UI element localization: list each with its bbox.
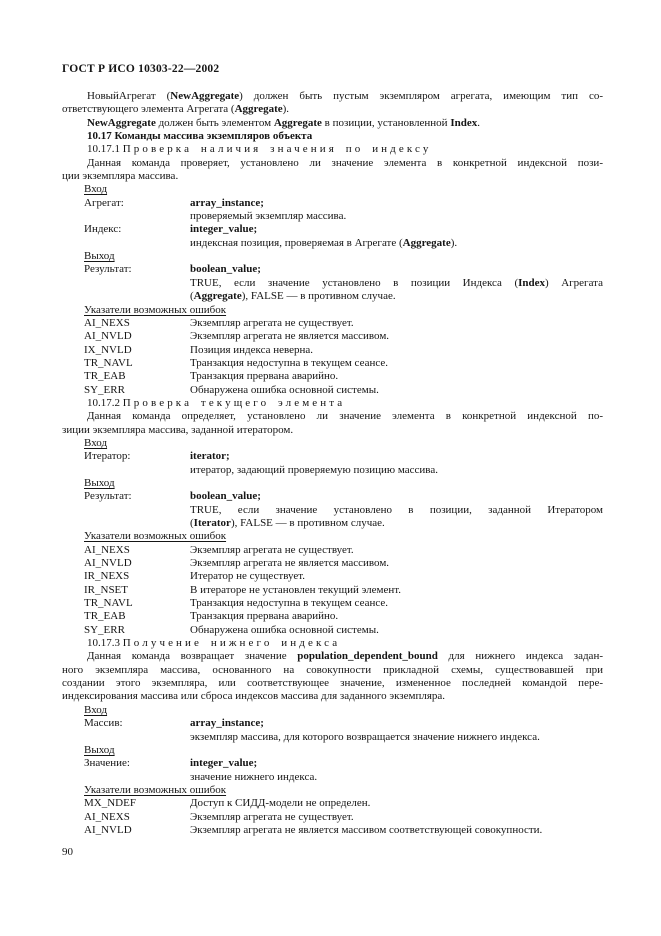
text-run: НовыйАгрегат (: [87, 90, 171, 102]
text-line: [190, 210, 603, 223]
definition-row: [62, 824, 603, 837]
text-line: [190, 584, 603, 597]
definition-row: [62, 570, 603, 583]
text-run: Доступ к СИДД-модели не определен.: [190, 797, 371, 810]
definition-cell: [190, 330, 603, 343]
text-run: Данная команда проверяет, установлено ли значение элемента в конкретной индексной пози-: [87, 156, 603, 169]
bold-text-run: Aggregate: [273, 116, 322, 129]
text-run: Экземпляр агрегата не существует.: [190, 316, 354, 329]
text-line: [190, 624, 603, 637]
text-line: [62, 664, 603, 677]
bold-text-run: Aggregate: [234, 103, 283, 116]
paragraph: [62, 90, 603, 117]
text-line: [190, 490, 603, 503]
text-run: Обнаружена ошибка основной системы.: [190, 623, 379, 636]
definition-row: [62, 197, 603, 224]
bold-text-run: NewAggregate: [170, 90, 240, 102]
subsection-number: 10.17.1: [87, 143, 120, 156]
text-line: [190, 344, 603, 357]
term-cell: Результат:: [84, 263, 132, 276]
text-line: [190, 824, 603, 837]
text-run: ) Агрегата: [545, 276, 603, 289]
bold-text-run: array_instance;: [190, 196, 264, 209]
underlined-label: Выход: [84, 743, 115, 756]
text-run: в позиции, установленной: [321, 116, 451, 129]
bold-text-run: iterator;: [190, 450, 230, 463]
definition-cell: [190, 717, 603, 744]
underlined-label: Вход: [84, 436, 108, 449]
text-run: проверяемый экземпляр массива.: [190, 210, 347, 223]
definition-row: [62, 263, 603, 303]
definition-row: [62, 357, 603, 370]
term-cell: TR_NAVL: [84, 356, 133, 369]
bold-text-run: integer_value;: [190, 223, 258, 236]
text-line: [190, 464, 603, 477]
bold-text-run: integer_value;: [190, 757, 258, 770]
text-run: Транзакция прервана аварийно.: [190, 610, 339, 623]
text-line: [62, 103, 603, 116]
term-cell: AI_NEXS: [84, 810, 130, 823]
text-run: ), FALSE — в противном случае.: [241, 290, 396, 303]
text-line: [190, 731, 603, 744]
text-run: создании этого экземпляра, или соответствующее значение, измененное последней командой пере-: [62, 677, 603, 690]
term-cell: IX_NVLD: [84, 343, 132, 356]
bold-text-run: array_instance;: [190, 717, 264, 730]
text-run: итератор, задающий проверяемую позицию массива.: [190, 463, 438, 476]
text-run: для нижнего индекса задан-: [437, 650, 603, 663]
text-run: (: [190, 517, 194, 529]
definition-cell: [190, 263, 603, 303]
definition-cell: [190, 384, 603, 397]
text-run: Данная команда определяет, установлено ли значение элемента в конкретной индексной по-: [87, 410, 603, 423]
paragraph: [62, 410, 603, 437]
text-line: [62, 410, 603, 423]
definition-row: [62, 624, 603, 637]
text-line: [190, 717, 603, 730]
term-cell: Массив:: [84, 717, 123, 730]
field-label: [62, 530, 603, 543]
definition-cell: [190, 370, 603, 383]
definition-row: [62, 597, 603, 610]
text-line: [190, 384, 603, 397]
text-run: (: [190, 290, 194, 303]
text-run: ) должен быть пустым экземпляром агрегата, имеющим тип со-: [239, 90, 603, 102]
text-line: [190, 757, 603, 770]
definition-cell: [190, 824, 603, 837]
underlined-label: Указатели возможных ошибок: [84, 530, 227, 543]
text-line: [62, 690, 603, 703]
text-run: должен быть элементом: [155, 116, 274, 129]
definition-cell: [190, 757, 603, 784]
definition-row: [62, 490, 603, 530]
text-run: Экземпляр агрегата не является массивом соответствующей совокупности.: [190, 823, 543, 836]
subsection-title: Получение нижнего индекса: [122, 637, 341, 650]
subsection-number: 10.17.2: [87, 396, 120, 409]
definition-cell: [190, 317, 603, 330]
field-label: [62, 477, 603, 490]
bold-text-run: Index: [518, 276, 546, 289]
definition-cell: [190, 797, 603, 810]
field-label: [62, 744, 603, 757]
text-line: [190, 610, 603, 623]
bold-text-run: population_dependent_bound: [297, 650, 438, 663]
text-run: Экземпляр агрегата не является массивом.: [190, 330, 390, 343]
definition-row: [62, 610, 603, 623]
text-run: ).: [282, 103, 290, 116]
subsection-heading: [62, 143, 603, 156]
bold-text-run: Iterator: [193, 517, 231, 529]
text-line: [62, 170, 603, 183]
text-line: [190, 277, 603, 290]
definition-cell: [190, 344, 603, 357]
text-line: [190, 797, 603, 810]
text-run: TRUE, если значение установлено в позиции, заданной Итератором: [190, 503, 603, 516]
definition-row: [62, 317, 603, 330]
underlined-label: Указатели возможных ошибок: [84, 783, 227, 796]
subsection-title: Проверка наличия значения по индексу: [122, 143, 432, 156]
definition-row: [62, 811, 603, 824]
term-cell: TR_EAB: [84, 610, 126, 623]
definition-cell: [190, 357, 603, 370]
text-run: ), FALSE — в противном случае.: [230, 517, 385, 529]
text-run: Позиция индекса неверна.: [190, 343, 314, 356]
bold-text-run: boolean_value;: [190, 490, 261, 503]
term-cell: TR_NAVL: [84, 597, 133, 610]
bold-text-run: boolean_value;: [190, 263, 261, 276]
text-line: [190, 357, 603, 370]
term-cell: AI_NVLD: [84, 823, 132, 836]
term-cell: Агрегат:: [84, 196, 124, 209]
bold-text-run: NewAggregate: [87, 116, 156, 129]
definition-cell: [190, 811, 603, 824]
text-run: экземпляр массива, для которого возвращается значение нижнего индекса.: [190, 730, 540, 743]
text-run: значение нижнего индекса.: [190, 770, 318, 783]
term-cell: AI_NVLD: [84, 330, 132, 343]
term-cell: Результат:: [84, 490, 132, 503]
underlined-label: Вход: [84, 703, 108, 716]
term-cell: MX_NDEF: [84, 797, 136, 810]
text-line: [190, 263, 603, 276]
page-header: ГОСТ Р ИСО 10303-22—2002: [62, 63, 220, 75]
term-cell: SY_ERR: [84, 383, 125, 396]
text-line: [190, 771, 603, 784]
definition-row: [62, 330, 603, 343]
text-line: [190, 370, 603, 383]
text-line: [190, 197, 603, 210]
text-line: [190, 557, 603, 570]
text-run: TRUE, если значение установлено в позиции Индекса (: [190, 276, 519, 289]
definition-row: [62, 223, 603, 250]
term-cell: AI_NEXS: [84, 316, 130, 329]
field-label: [62, 704, 603, 717]
definition-cell: [190, 490, 603, 530]
paragraph: [62, 157, 603, 184]
text-run: индексная позиция, проверяемая в Агрегате (: [190, 236, 403, 249]
text-run: Экземпляр агрегата не является массивом.: [190, 557, 390, 570]
field-label: [62, 437, 603, 450]
text-line: [190, 544, 603, 557]
underlined-label: Указатели возможных ошибок: [84, 303, 227, 316]
definition-row: [62, 584, 603, 597]
field-label: [62, 250, 603, 263]
text-line: [62, 90, 603, 103]
definition-row: [62, 757, 603, 784]
term-cell: SY_ERR: [84, 623, 125, 636]
term-cell: Индекс:: [84, 223, 122, 236]
text-run: ответствующего элемента Агрегата (: [62, 103, 235, 116]
text-line: [190, 317, 603, 330]
text-line: [190, 504, 603, 517]
definition-row: [62, 797, 603, 810]
definition-cell: [190, 610, 603, 623]
definition-cell: [190, 544, 603, 557]
text-line: [190, 237, 603, 250]
paragraph: [62, 117, 603, 130]
definition-row: [62, 450, 603, 477]
text-line: [62, 117, 603, 130]
definition-cell: [190, 584, 603, 597]
definition-row: [62, 344, 603, 357]
field-label: [62, 304, 603, 317]
term-cell: IR_NEXS: [84, 570, 130, 583]
document-body: [62, 90, 603, 837]
subsection-number: 10.17.3: [87, 637, 120, 650]
text-line: [190, 517, 603, 530]
text-run: ного экземпляра массива, основанного на совокупности прикладной схемы, существовавшей при: [62, 663, 603, 676]
text-run: Экземпляр агрегата не существует.: [190, 543, 354, 556]
page-number: 90: [62, 846, 73, 858]
paragraph: [62, 650, 603, 703]
term-cell: Значение:: [84, 757, 130, 770]
subsection-title: Проверка текущего элемента: [122, 396, 346, 409]
definition-cell: [190, 570, 603, 583]
text-run: В итераторе не установлен текущий элемент.: [190, 583, 401, 596]
definition-row: [62, 370, 603, 383]
definition-cell: [190, 597, 603, 610]
text-line: [62, 157, 603, 170]
term-cell: Итератор:: [84, 450, 131, 463]
text-line: [190, 811, 603, 824]
text-line: [62, 424, 603, 437]
term-cell: TR_EAB: [84, 370, 126, 383]
field-label: [62, 784, 603, 797]
text-line: [190, 450, 603, 463]
bold-text-run: Aggregate: [193, 290, 242, 303]
definition-cell: [190, 223, 603, 250]
definition-row: [62, 384, 603, 397]
text-line: [190, 290, 603, 303]
text-line: [62, 677, 603, 690]
text-run: зиции экземпляра массива, заданной итератором.: [62, 423, 294, 436]
text-line: [190, 597, 603, 610]
text-run: Итератор не существует.: [190, 570, 306, 583]
text-run: Обнаружена ошибка основной системы.: [190, 383, 379, 396]
definition-cell: [190, 450, 603, 477]
underlined-label: Вход: [84, 183, 108, 196]
definition-cell: [190, 557, 603, 570]
text-run: индексирования массива или сброса индексов массива для заданного экземпляра.: [62, 690, 446, 703]
text-run: Транзакция недоступна в текущем сеансе.: [190, 356, 389, 369]
text-line: [190, 223, 603, 236]
term-cell: IR_NSET: [84, 583, 128, 596]
bold-text-run: Index: [450, 116, 478, 129]
definition-row: [62, 557, 603, 570]
definition-row: [62, 544, 603, 557]
bold-text-run: Aggregate: [402, 236, 451, 249]
text-run: Транзакция прервана аварийно.: [190, 370, 339, 383]
text-run: Экземпляр агрегата не существует.: [190, 810, 354, 823]
definition-row: [62, 717, 603, 744]
definition-cell: [190, 624, 603, 637]
text-run: Данная команда возвращает значение: [87, 650, 298, 663]
text-run: ).: [450, 236, 458, 249]
text-run: Транзакция недоступна в текущем сеансе.: [190, 597, 389, 610]
subsection-heading: [62, 637, 603, 650]
definition-cell: [190, 197, 603, 224]
underlined-label: Выход: [84, 476, 115, 489]
text-line: [62, 650, 603, 663]
text-line: [190, 570, 603, 583]
term-cell: AI_NEXS: [84, 543, 130, 556]
underlined-label: Выход: [84, 250, 115, 263]
field-label: [62, 183, 603, 196]
term-cell: AI_NVLD: [84, 557, 132, 570]
text-line: [190, 330, 603, 343]
section-heading: 10.17 Команды массива экземпляров объекта: [87, 130, 313, 143]
text-run: ции экземпляра массива.: [62, 170, 179, 183]
text-run: .: [477, 116, 480, 129]
subsection-heading: [62, 397, 603, 410]
